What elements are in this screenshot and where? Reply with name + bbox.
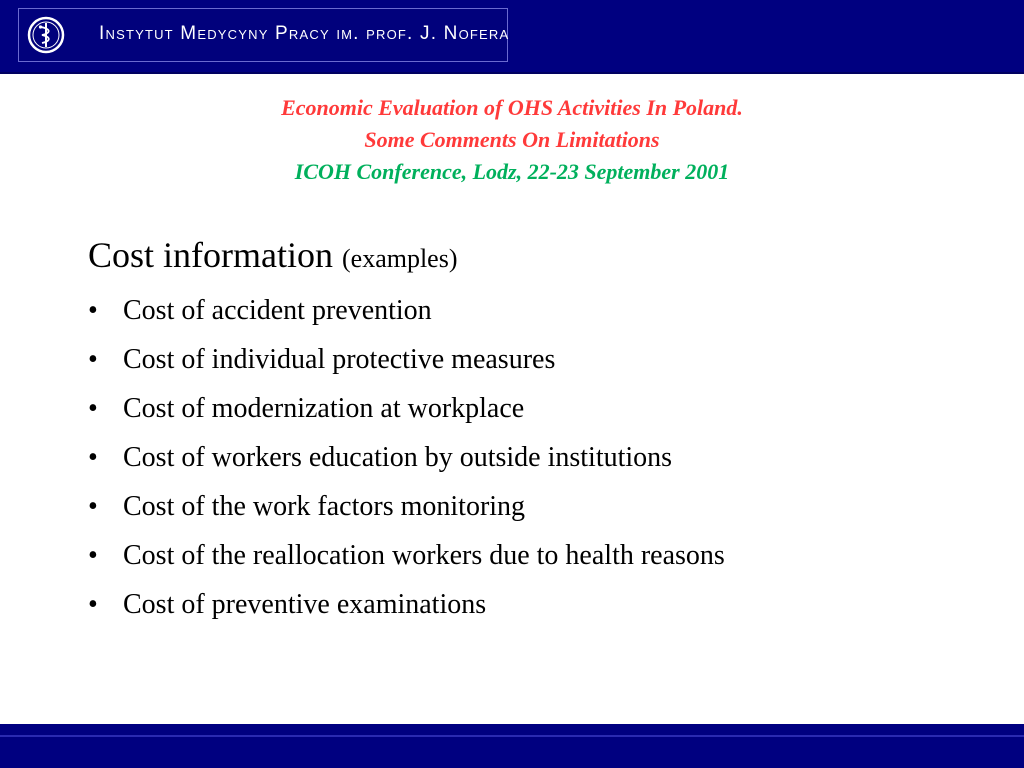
list-item-text: Cost of the reallocation workers due to health reasons xyxy=(123,540,725,571)
bullet: • xyxy=(88,393,98,424)
list-item xyxy=(88,580,988,629)
section-heading-text: Cost information xyxy=(88,235,333,275)
header-bar xyxy=(0,0,1024,74)
bullet: • xyxy=(88,540,98,571)
list-item xyxy=(88,286,988,335)
slide-content xyxy=(88,232,988,629)
list-item xyxy=(88,531,988,580)
list-item xyxy=(88,384,988,433)
section-heading-sub: (examples) xyxy=(342,244,458,273)
list-item-text: Cost of workers education by outside institutions xyxy=(123,442,673,473)
bullet: • xyxy=(88,491,98,522)
footer-bar xyxy=(0,724,1024,768)
list-item xyxy=(88,482,988,531)
bullet: • xyxy=(88,589,98,620)
section-heading xyxy=(88,232,988,282)
caduceus-emblem-icon xyxy=(27,16,65,54)
bullet: • xyxy=(88,442,98,473)
footer-divider xyxy=(0,735,1024,737)
title-line-1: Economic Evaluation of OHS Activities In Poland. xyxy=(281,95,743,120)
title-line-2: Some Comments On Limitations xyxy=(364,127,660,152)
title-line-3: ICOH Conference, Lodz, 22-23 September 2001 xyxy=(294,159,730,184)
list-item-text: Cost of modernization at workplace xyxy=(123,393,525,424)
institute-name: Instytut Medycyny Pracy im. prof. J. Nofera xyxy=(99,23,510,44)
cost-list xyxy=(88,286,988,629)
bullet: • xyxy=(88,344,98,375)
bullet: • xyxy=(88,295,98,326)
list-item-text: Cost of individual protective measures xyxy=(123,344,556,375)
institute-banner xyxy=(18,8,508,62)
list-item-text: Cost of accident prevention xyxy=(123,295,432,326)
list-item xyxy=(88,433,988,482)
list-item xyxy=(88,335,988,384)
list-item-text: Cost of preventive examinations xyxy=(123,589,487,620)
list-item-text: Cost of the work factors monitoring xyxy=(123,491,526,522)
slide-title xyxy=(0,92,1024,188)
